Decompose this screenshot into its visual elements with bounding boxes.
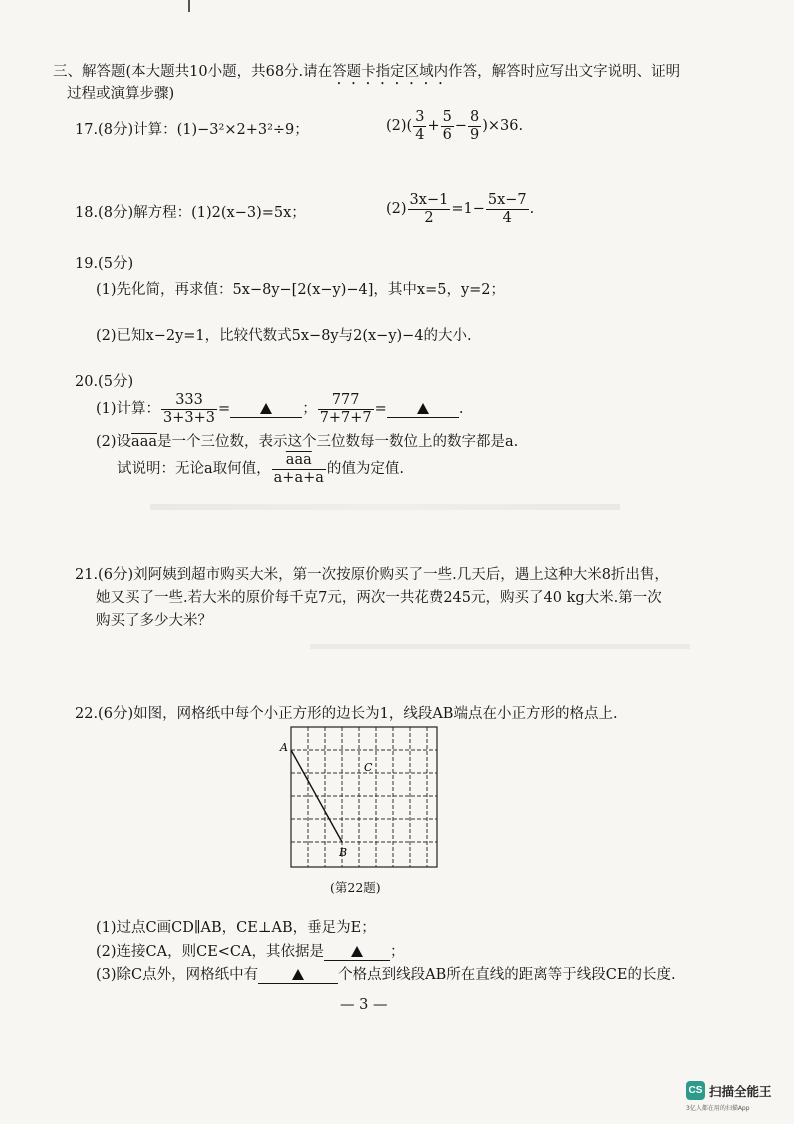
fraction: $\frac{5}{6}$ (442, 109, 452, 143)
point-c-label: C (364, 761, 373, 774)
scan-mark (188, 0, 190, 12)
app-watermark (686, 1081, 790, 1117)
q19-part2: (2)已知x−2y=1，比较代数式5x−8y与2(x−y)−4的大小. (96, 328, 472, 344)
q21-line2: 她又买了一些.若大米的原价每千克7元，两次一共花费245元，购买了40 kg大米.第一次 (96, 590, 662, 606)
fraction: $\frac{777}{7+7+7}$ (319, 392, 372, 426)
triangle-marker-icon (417, 403, 429, 414)
q20-part3: 试说明：无论a取何值， $\frac{\overline{aaa}}{a+a+a}$ 的值为定值. (117, 452, 404, 486)
answer-blank[interactable] (230, 401, 302, 418)
bleed-through (310, 644, 690, 649)
q21-line3: 购买了多少大米？ (96, 613, 212, 629)
cs-logo: CS (686, 1081, 705, 1100)
q17-part1: 17.(8分)计算：(1)−3²×2+3²÷9； (75, 122, 309, 138)
q22-line1: 22.(6分)如图，网格纸中每个小正方形的边长为1，线段AB端点在小正方形的格点上. (75, 706, 618, 722)
q17-part2: (2)( $\frac{3}{4}$ + $\frac{5}{6}$ − $\frac{8}{9}$ )×36. (386, 109, 524, 143)
bleed-through (150, 504, 620, 510)
q18-label: 18.(8分)解方程： (75, 205, 192, 221)
q22-part1: (1)过点C画CD∥AB，CE⊥AB，垂足为E； (96, 920, 376, 936)
q21-line1: 21.(6分)刘阿姨到超市购买大米，第一次按原价购买了一些.几天后，遇上这种大米8折出售， (75, 567, 669, 583)
q17-label: 17.(8分)计算： (75, 122, 177, 138)
fraction: $\frac{\overline{aaa}}{a+a+a}$ (273, 452, 324, 486)
q22-part2: (2)连接CA，则CE<CA，其依据是 ； (96, 944, 405, 960)
grid-figure (270, 722, 445, 872)
fraction: $\frac{8}{9}$ (469, 109, 480, 143)
answer-blank[interactable] (258, 967, 338, 984)
q19-label: 19.(5分) (75, 256, 134, 272)
q20-part1: (1)计算： $\frac{333}{3+3+3}$ = ； $\frac{777}{7+7+7}$ = . (96, 392, 464, 426)
fraction: $\frac{5x-7}{4}$ (487, 192, 527, 226)
overlined-number: $\overline{aaa}$ (131, 434, 157, 450)
section-header: 三、解答题(本大题共10小题，共68分.请在答题卡指定区域内作答，解答时应写出文字说明、证明 (53, 64, 681, 80)
q19-part1: (1)先化简，再求值：5x−8y−[2(x−y)−4]，其中x=5，y=2； (96, 282, 506, 298)
app-name: 扫描全能王 (709, 1084, 772, 1099)
page-number: — 3 — (340, 997, 388, 1013)
figure-caption: (第22题) (330, 880, 381, 895)
point-b-label: B (339, 846, 348, 859)
section-header-line2: 过程或演算步骤) (67, 86, 175, 102)
app-tagline: 3亿人都在用的扫描App (686, 1105, 750, 1112)
fraction: $\frac{3}{4}$ (415, 109, 425, 143)
triangle-marker-icon (292, 969, 304, 980)
fraction: $\frac{333}{3+3+3}$ (163, 392, 216, 426)
point-a-label: A (280, 741, 288, 754)
q20-label: 20.(5分) (75, 374, 134, 390)
grid-border (291, 727, 437, 867)
q22-part3: (3)除C点外，网格纸中有 个格点到线段AB所在直线的距离等于线段CE的长度. (96, 967, 676, 983)
q20-part2: (2)设$\overline{aaa}$是一个三位数，表示这个三位数每一数位上的数字都是a. (96, 434, 519, 450)
fraction: $\frac{3x-1}{2}$ (409, 192, 449, 226)
q18-part2: (2) $\frac{3x-1}{2}$ =1− $\frac{5x-7}{4}$ . (386, 192, 535, 226)
answer-blank[interactable] (324, 944, 390, 961)
grid-lines (291, 727, 437, 867)
q18-part1: 18.(8分)解方程：(1)2(x−3)=5x； (75, 205, 306, 221)
triangle-marker-icon (260, 403, 272, 414)
answer-blank[interactable] (387, 401, 459, 418)
emphasized-text: 答题卡指定区域内 (332, 64, 449, 80)
triangle-marker-icon (351, 946, 363, 957)
